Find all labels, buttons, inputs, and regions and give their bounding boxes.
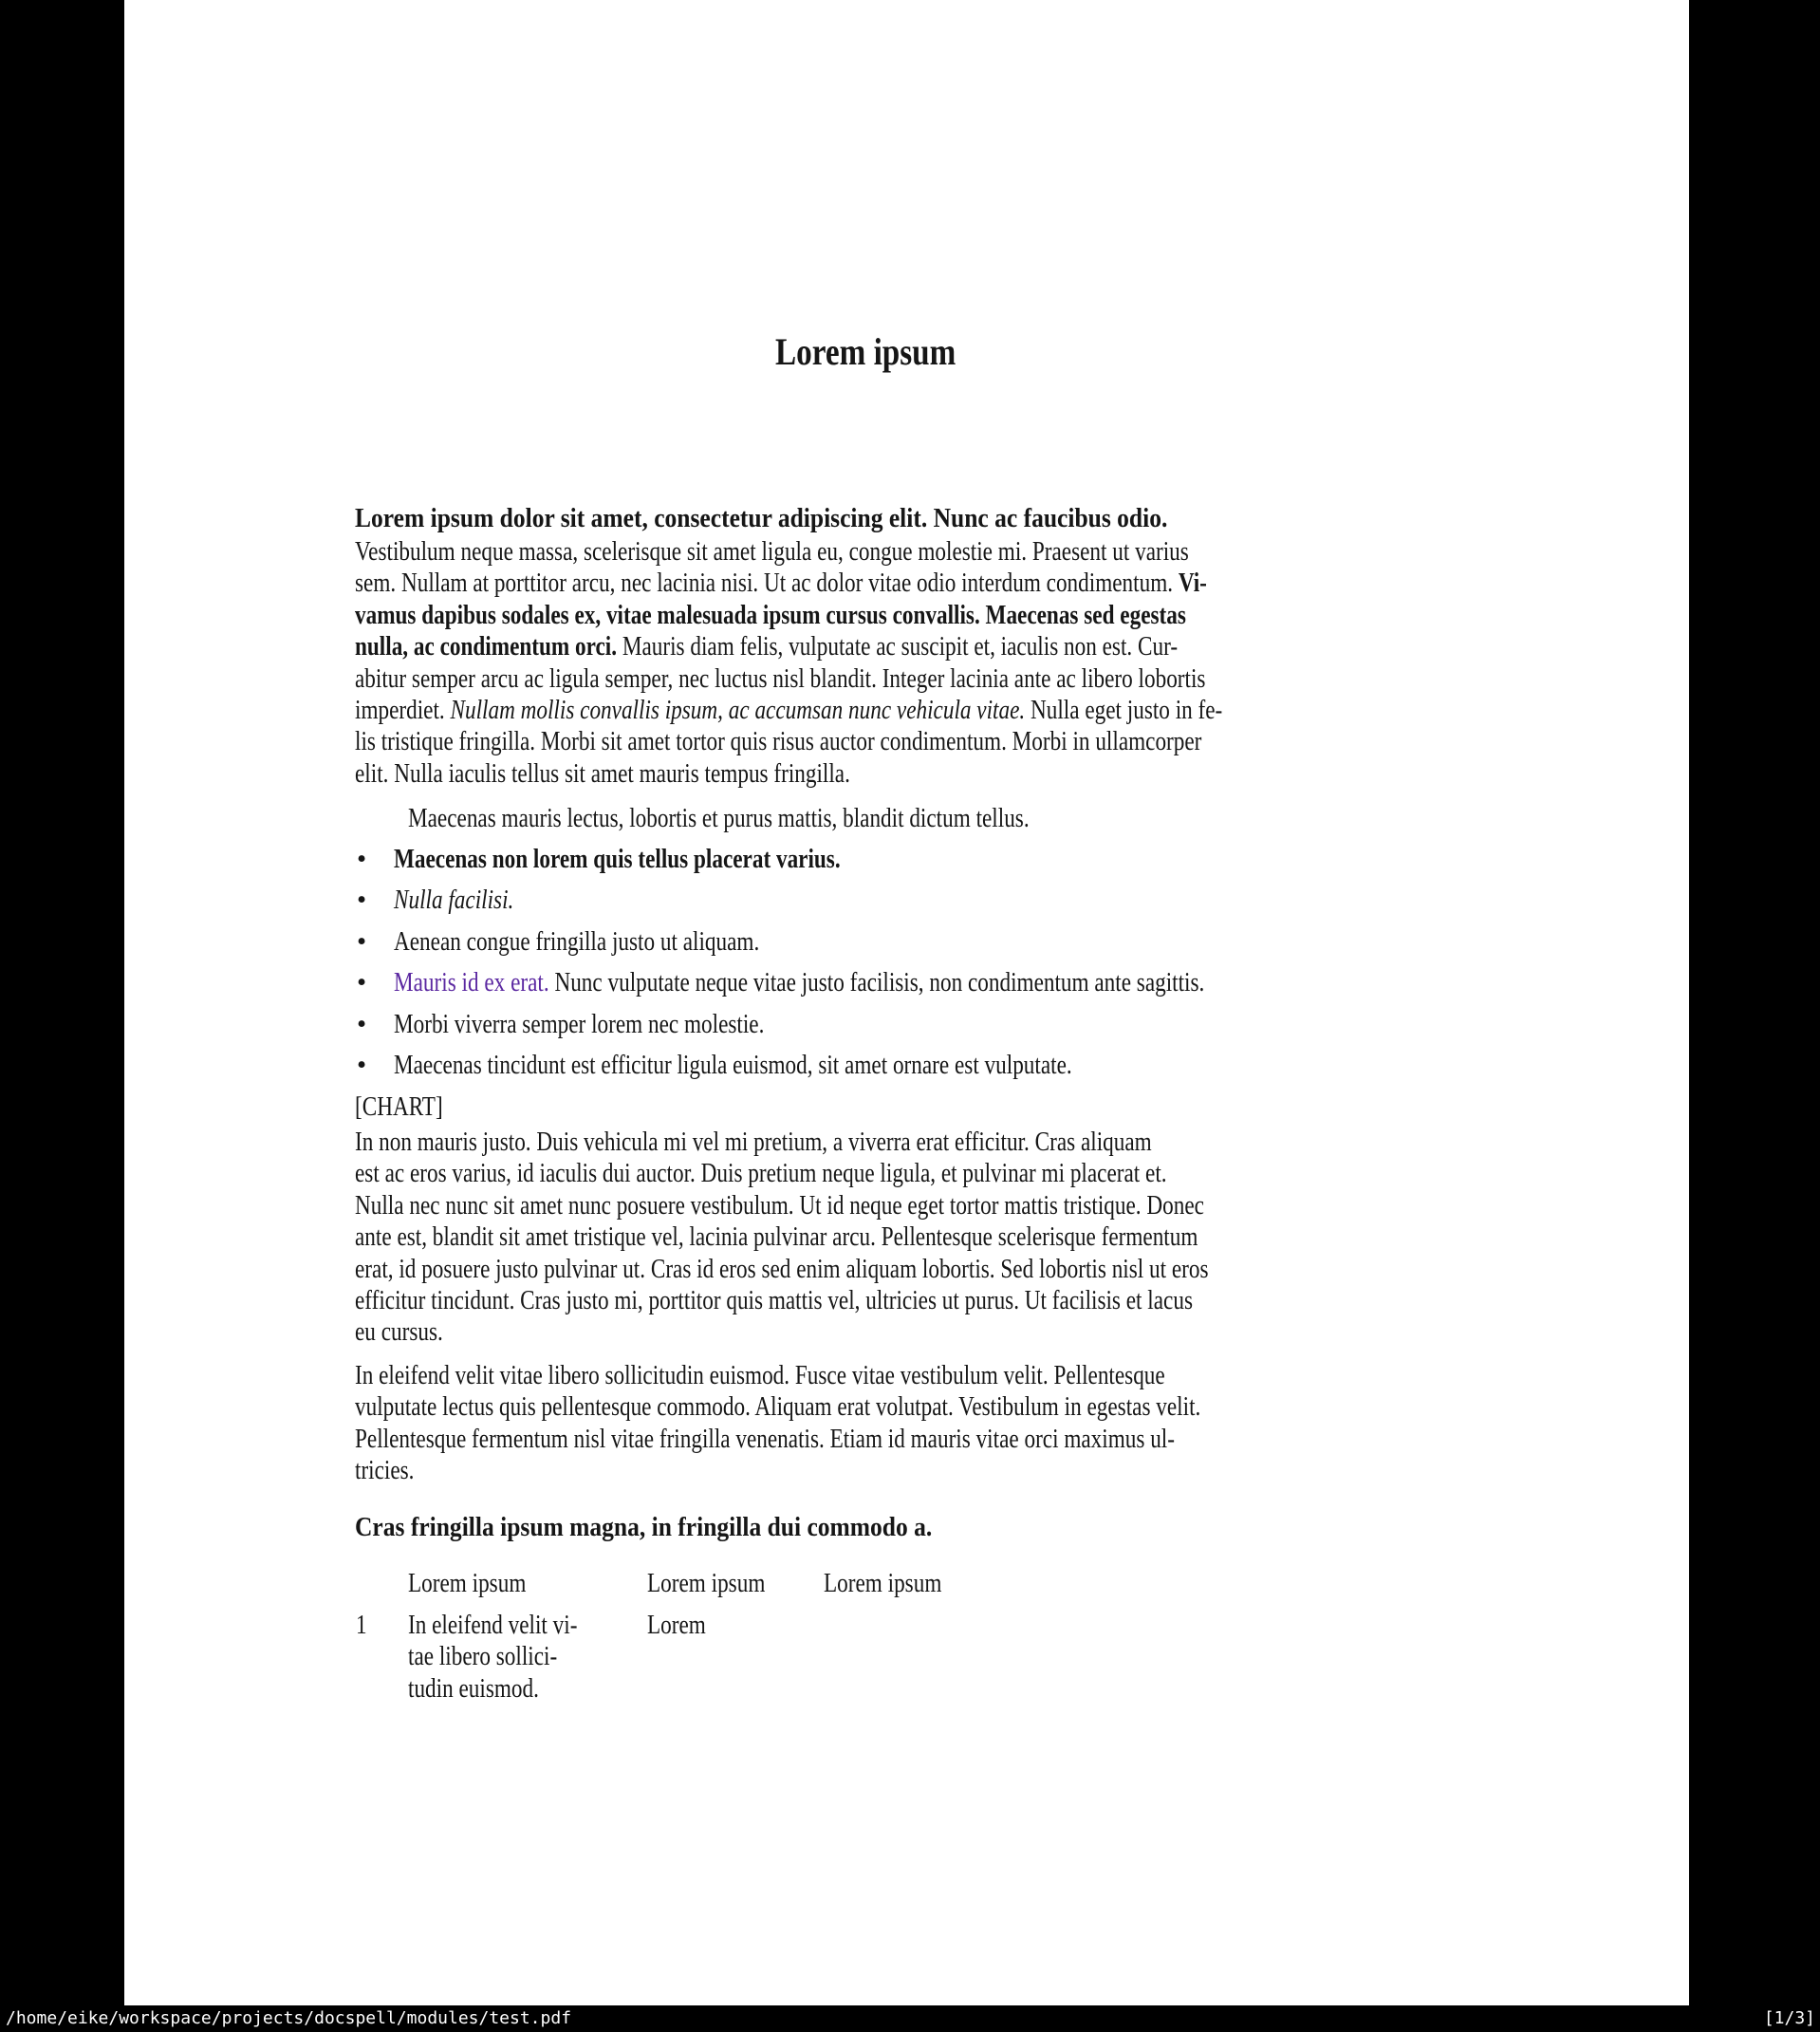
bullet-icon: • bbox=[357, 925, 367, 957]
text-run: tudin euismod. bbox=[408, 1672, 539, 1704]
text-run: In eleifend velit vitae libero sollicitudin euismod. Fusce vitae vestibulum velit. Pellentesque bbox=[355, 1360, 1165, 1390]
statusbar bbox=[0, 2005, 1820, 2032]
text-line bbox=[408, 1673, 577, 1705]
document-content bbox=[355, 0, 1370, 2005]
text-line bbox=[408, 1610, 577, 1641]
text-line bbox=[355, 568, 1207, 599]
text-run: vamus dapibus sodales ex, vitae malesuada ipsum cursus convallis. Maecenas sed egestas bbox=[355, 599, 1186, 630]
text-run: elit. Nulla iaculis tellus sit amet mauris tempus fringilla. bbox=[355, 757, 850, 789]
text-line bbox=[355, 1189, 1204, 1221]
list-item-text bbox=[394, 1009, 1175, 1040]
list-item-text bbox=[394, 1050, 1175, 1081]
text-line bbox=[355, 1253, 1209, 1285]
text-run: Morbi viverra semper lorem nec molestie. bbox=[394, 1008, 765, 1039]
table-row-number: 1 bbox=[356, 1610, 367, 1640]
document-title: Lorem ipsum bbox=[775, 330, 956, 373]
text-run: lis tristique fringilla. Morbi sit amet tortor quis risus auctor condimentum. Morbi in ullamcorper bbox=[355, 726, 1202, 757]
text-run: sem. Nullam at porttitor arcu, nec lacinia nisi. Ut ac dolor vitae odio interdum condimentum. bbox=[355, 568, 1179, 599]
indented-paragraph: Maecenas mauris lectus, lobortis et purus mattis, blandit dictum tellus. bbox=[408, 803, 1030, 833]
text-run: ante est, blandit sit amet tristique vel, lacinia pulvinar arcu. Pellentesque scelerisque fermentum bbox=[355, 1221, 1198, 1253]
text-line bbox=[355, 536, 1189, 568]
section-heading-2: Cras fringilla ipsum magna, in fringilla dui commodo a. bbox=[355, 1512, 933, 1542]
text-run: In non mauris justo. Duis vehicula mi vel mi pretium, a viverra erat efficitur. Cras aliquam bbox=[355, 1127, 1152, 1157]
text-line bbox=[355, 662, 1206, 695]
text-line bbox=[355, 631, 1179, 662]
text-line bbox=[355, 1455, 1167, 1486]
text-run: Maecenas tincidunt est efficitur ligula euismod, sit amet ornare est vulputate. bbox=[394, 1050, 1072, 1081]
paragraph-3 bbox=[355, 1360, 1370, 1487]
list-item-text bbox=[394, 926, 1175, 958]
paragraph-1 bbox=[355, 536, 1370, 790]
bullet-icon: • bbox=[357, 885, 367, 916]
text-run: nulla, ac condimentum orci. bbox=[355, 631, 618, 662]
text-run: Nunc vulputate neque vitae justo facilisis, non condimentum ante sagittis. bbox=[548, 967, 1205, 998]
section-heading-1: Lorem ipsum dolor sit amet, consectetur adipiscing elit. Nunc ac faucibus odio. bbox=[355, 503, 1168, 533]
table-header-3: Lorem ipsum bbox=[824, 1568, 942, 1598]
text-run: Pellentesque fermentum nisl vitae fringilla venenatis. Etiam id mauris vitae orci maximus ul- bbox=[355, 1423, 1175, 1454]
list-item bbox=[355, 1009, 1370, 1040]
text-run: Nullam mollis convallis ipsum, ac accumsan nunc vehicula vitae. bbox=[450, 695, 1026, 726]
statusbar-page-indicator: [1/3] bbox=[1763, 2008, 1815, 2028]
text-line bbox=[355, 1423, 1175, 1455]
text-line bbox=[408, 1641, 577, 1672]
text-line bbox=[355, 726, 1202, 757]
table bbox=[355, 1568, 1370, 1704]
bullet-icon: • bbox=[357, 844, 367, 874]
list-item bbox=[355, 885, 1370, 916]
text-run: efficitur tincidunt. Cras justo mi, porttitor quis mattis vel, ultricies ut purus. Ut facilisis et lacus bbox=[355, 1285, 1193, 1316]
list-item bbox=[355, 1050, 1370, 1081]
link-mauris-id-ex-erat[interactable]: Mauris id ex erat. bbox=[394, 967, 549, 998]
text-run: Aenean congue fringilla justo ut aliquam. bbox=[394, 925, 760, 957]
paragraph-2 bbox=[355, 1127, 1370, 1349]
text-run: abitur semper arcu ac ligula semper, nec luctus nisl blandit. Integer lacinia ante ac libero lobortis bbox=[355, 662, 1206, 694]
text-run: In eleifend velit vi- bbox=[408, 1610, 578, 1640]
text-run: est ac eros varius, id iaculis dui auctor. Duis pretium neque ligula, et pulvinar mi placerat et. bbox=[355, 1158, 1167, 1189]
table-header-1: Lorem ipsum bbox=[408, 1568, 527, 1598]
text-run: Nulla nec nunc sit amet nunc posuere vestibulum. Ut id neque eget tortor mattis tristique. Donec bbox=[355, 1189, 1204, 1221]
list-item-text bbox=[394, 844, 1175, 875]
table-cell-2: Lorem bbox=[647, 1610, 706, 1640]
text-run: eu cursus. bbox=[355, 1316, 443, 1348]
chart-placeholder: [CHART] bbox=[355, 1091, 443, 1122]
text-line bbox=[355, 1158, 1167, 1189]
list-item-text bbox=[394, 885, 1175, 916]
list-item bbox=[355, 844, 1370, 875]
text-run: vulputate lectus quis pellentesque commodo. Aliquam erat volutpat. Vestibulum in egestas velit. bbox=[355, 1391, 1201, 1423]
text-line bbox=[355, 1221, 1198, 1253]
text-run: Nulla eget justo in fe- bbox=[1025, 695, 1223, 726]
statusbar-file-path: /home/eike/workspace/projects/docspell/modules/test.pdf bbox=[6, 2008, 572, 2028]
bullet-icon: • bbox=[357, 1050, 367, 1081]
text-line bbox=[355, 695, 1223, 726]
list-item bbox=[355, 967, 1370, 998]
text-run: imperdiet. bbox=[355, 695, 451, 726]
list-item bbox=[355, 926, 1370, 958]
text-run: tricies. bbox=[355, 1455, 415, 1486]
text-line bbox=[355, 1316, 1167, 1348]
text-run: Mauris diam felis, vulputate ac suscipit et, iaculis non est. Cur- bbox=[617, 631, 1179, 662]
text-run: Vi- bbox=[1178, 568, 1207, 599]
text-line bbox=[355, 758, 1167, 790]
bullet-icon: • bbox=[357, 1008, 367, 1039]
text-run: tae libero sollici- bbox=[408, 1641, 558, 1672]
text-line bbox=[355, 1285, 1193, 1316]
table-cell-1 bbox=[408, 1610, 620, 1705]
bullet-list bbox=[355, 844, 1370, 1091]
text-line bbox=[355, 599, 1186, 631]
text-line bbox=[355, 1391, 1201, 1423]
text-run: Nulla facilisi. bbox=[394, 885, 514, 916]
text-line bbox=[355, 1360, 1167, 1391]
text-run: Maecenas non lorem quis tellus placerat varius. bbox=[394, 844, 841, 874]
table-header-2: Lorem ipsum bbox=[647, 1568, 766, 1598]
text-run: erat, id posuere justo pulvinar ut. Cras id eros sed enim aliquam lobortis. Sed lobortis nisl ut eros bbox=[355, 1253, 1209, 1284]
pdf-page[interactable] bbox=[124, 0, 1689, 2005]
bullet-icon: • bbox=[357, 967, 367, 998]
list-item-text bbox=[394, 967, 1205, 998]
text-line bbox=[355, 1127, 1167, 1158]
text-run: Vestibulum neque massa, scelerisque sit amet ligula eu, congue molestie mi. Praesent ut varius bbox=[355, 536, 1189, 567]
